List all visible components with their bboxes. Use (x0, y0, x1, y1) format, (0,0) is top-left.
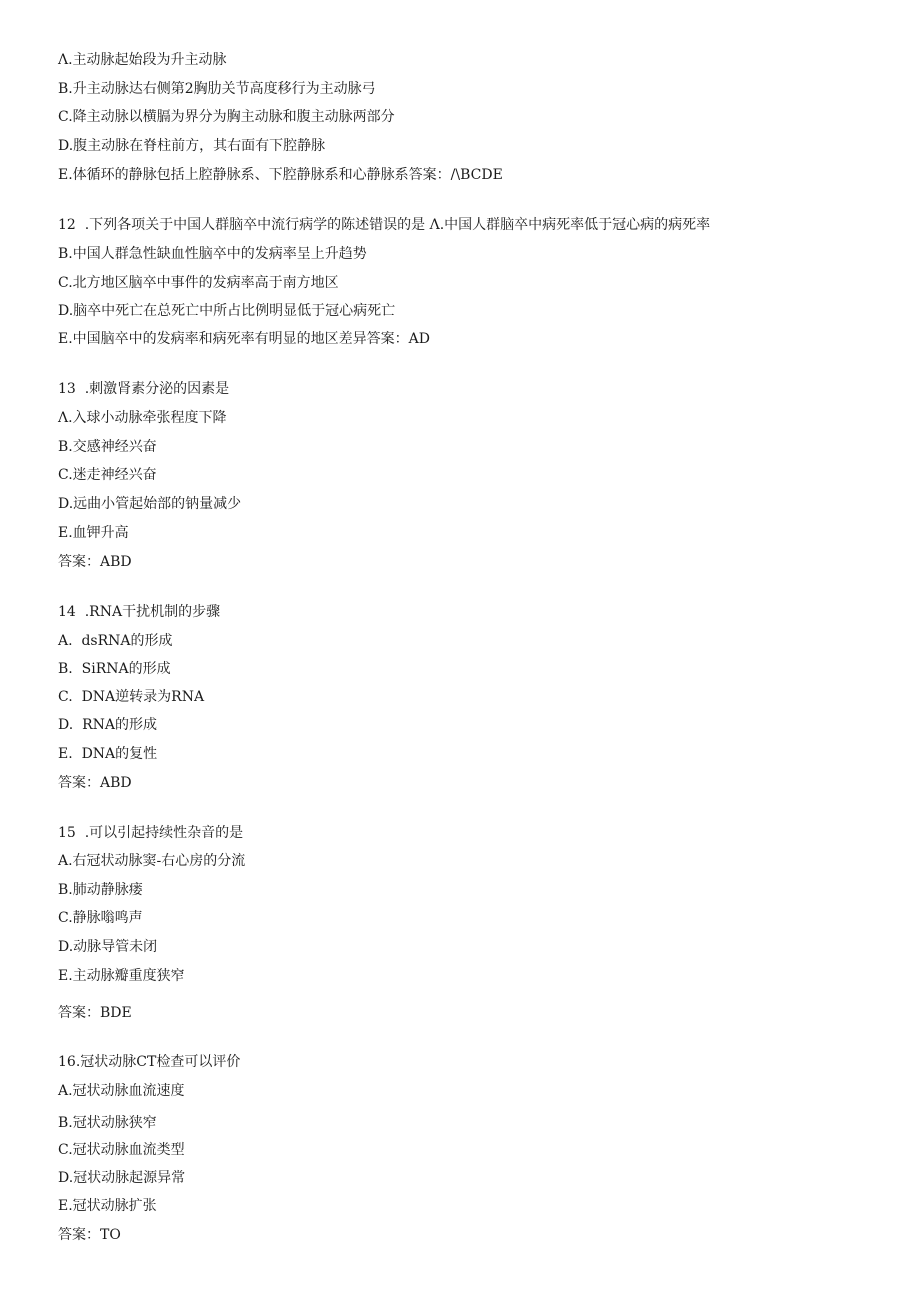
answer-line: 答案：TO (58, 1227, 121, 1243)
option-line: D.远曲小管起始部的钠量减少 (58, 496, 242, 512)
option-line: E.主动脉瓣重度狭窄 (58, 968, 185, 984)
option-line: B.中国人群急性缺血性脑卒中的发病率呈上升趋势 (58, 246, 367, 262)
option-line: A.右冠状动脉窦-右心房的分流 (58, 853, 246, 869)
question-line: 15 .可以引起持续性杂音的是 (58, 825, 244, 841)
option-line: C.迷走神经兴奋 (58, 467, 157, 483)
option-line: D. RNA的形成 (58, 717, 157, 733)
option-line-with-answer: E.中国脑卒中的发病率和病死率有明显的地区差异答案：AD (58, 331, 431, 347)
answer-line: 答案：ABD (58, 554, 132, 570)
option-line: E.血钾升高 (58, 525, 129, 541)
option-line: B.肺动静脉瘘 (58, 882, 143, 898)
option-line: C.静脉嗡鸣声 (58, 910, 143, 926)
question-line: 16.冠状动脉CT检查可以评价 (58, 1054, 241, 1070)
option-line: D.冠状动脉起源异常 (58, 1170, 186, 1186)
option-line: B. SiRNA的形成 (58, 661, 171, 677)
option-line: B.升主动脉达右侧第2胸肋关节高度移行为主动脉弓 (58, 81, 376, 97)
option-line: E. DNA的复性 (58, 746, 158, 762)
option-line: C. DNA逆转录为RNA (58, 689, 205, 705)
option-line: C.降主动脉以横膈为界分为胸主动脉和腹主动脉两部分 (58, 109, 395, 125)
answer-line: 答案：ABD (58, 775, 132, 791)
option-line: D.动脉导管未闭 (58, 939, 158, 955)
option-line: C.冠状动脉血流类型 (58, 1142, 185, 1158)
option-line: A.冠状动脉血流速度 (58, 1083, 185, 1099)
option-line: A. dsRNA的形成 (58, 633, 173, 649)
option-line: B.冠状动脉狭窄 (58, 1115, 157, 1131)
option-line: C.北方地区脑卒中事件的发病率高于南方地区 (58, 275, 339, 291)
option-line-with-answer: E.体循环的静脉包括上腔静脉系、下腔静脉系和心静脉系答案：/\BCDE (58, 167, 503, 183)
option-line: D.脑卒中死亡在总死亡中所占比例明显低于冠心病死亡 (58, 303, 396, 319)
option-line: B.交感神经兴奋 (58, 439, 157, 455)
question-line: 13 .刺激肾素分泌的因素是 (58, 381, 230, 397)
answer-line: 答案：BDE (58, 1005, 132, 1021)
question-line: 14 .RNA干扰机制的步骤 (58, 604, 221, 620)
option-line: Λ.入球小动脉牵张程度下降 (58, 410, 227, 426)
option-line: D.腹主动脉在脊柱前方，其右面有下腔静脉 (58, 138, 326, 154)
question-line: 12 .下列各项关于中国人群脑卒中流行病学的陈述错误的是 Λ.中国人群脑卒中病死率低于冠心病的病死率 (58, 217, 711, 233)
option-line: E.冠状动脉扩张 (58, 1198, 157, 1214)
option-line: Λ.主动脉起始段为升主动脉 (58, 52, 227, 68)
